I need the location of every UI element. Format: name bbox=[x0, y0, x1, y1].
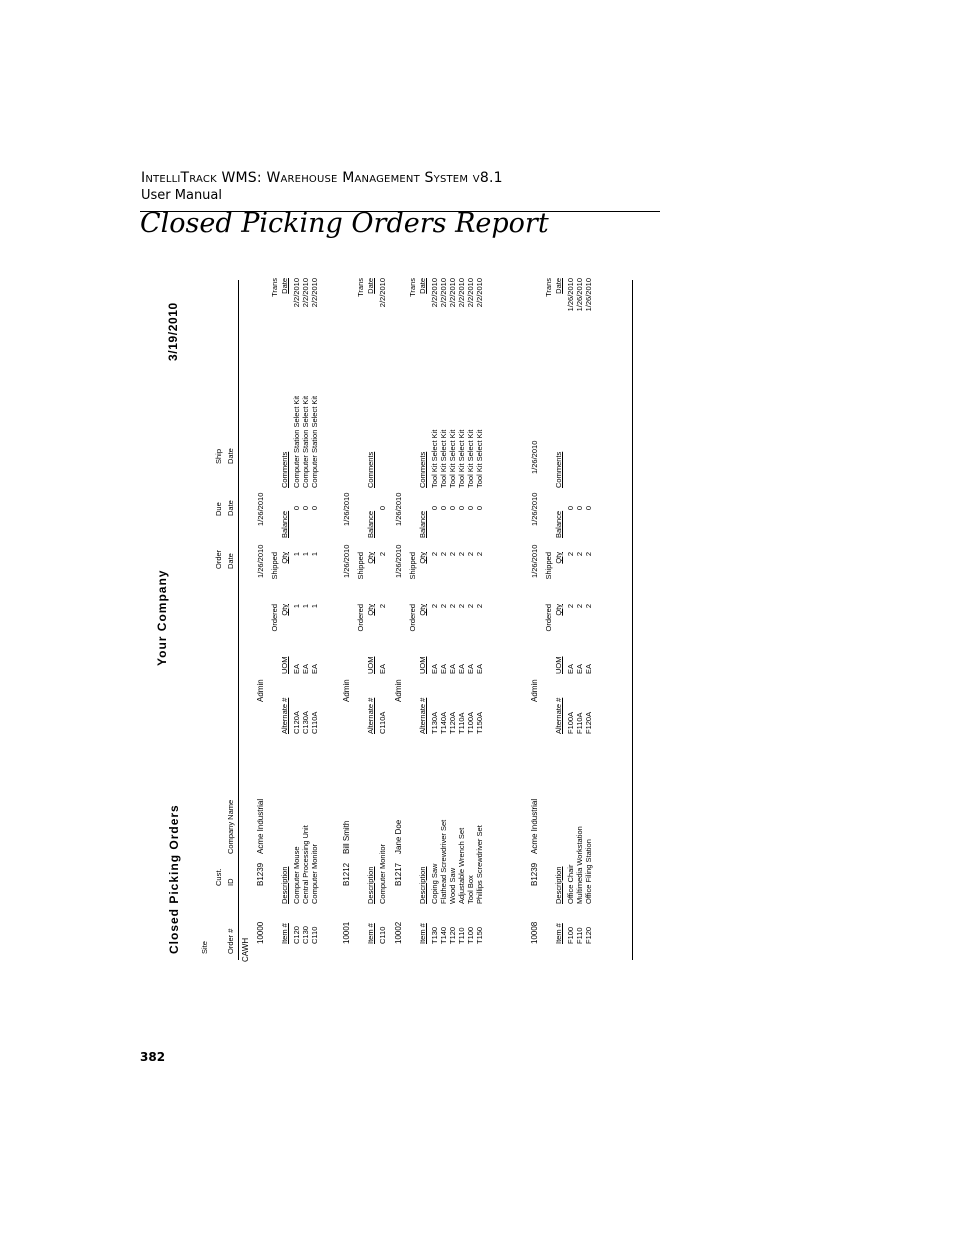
line-shipped-qty: 1 bbox=[301, 552, 310, 557]
line-ordered-qty: 2 bbox=[475, 604, 484, 609]
header-due-date-1: Due bbox=[214, 502, 223, 516]
line-balance: 0 bbox=[575, 506, 584, 511]
running-head-subtitle: User Manual bbox=[141, 188, 223, 203]
line-trans-date: 2/2/2010 bbox=[301, 278, 310, 308]
line-header-ordered-2: Qty bbox=[418, 604, 427, 616]
order-date: 1/26/2010 bbox=[342, 544, 351, 578]
order-number: 10002 bbox=[394, 921, 403, 944]
line-header-shipped-2: Qty bbox=[554, 552, 563, 564]
header-order-no: Order # bbox=[226, 928, 235, 954]
header-order-date-1: Order bbox=[214, 549, 223, 569]
header-ship-date-1: Ship bbox=[214, 448, 223, 464]
line-ordered-qty: 2 bbox=[584, 604, 593, 609]
line-shipped-qty: 2 bbox=[466, 552, 475, 557]
line-shipped-qty: 2 bbox=[575, 552, 584, 557]
line-alternate: T140A bbox=[439, 711, 448, 734]
line-alternate: T110A bbox=[457, 712, 466, 734]
line-header-shipped-1: Shipped bbox=[408, 552, 417, 580]
line-comment: Computer Station Select Kit bbox=[310, 395, 319, 488]
report-company: Your Company bbox=[155, 569, 169, 666]
line-trans-date: 1/26/2010 bbox=[566, 278, 575, 312]
line-trans-date: 2/2/2010 bbox=[475, 278, 484, 308]
line-shipped-qty: 2 bbox=[475, 552, 484, 557]
line-item-number: F110 bbox=[575, 927, 584, 944]
company-name: Acme Industrial bbox=[530, 798, 539, 854]
line-item-number: F120 bbox=[584, 926, 593, 944]
line-header-alternate: Alternate # bbox=[554, 697, 563, 734]
line-balance: 0 bbox=[584, 506, 593, 511]
line-shipped-qty: 2 bbox=[448, 552, 457, 557]
line-ordered-qty: 1 bbox=[301, 604, 310, 609]
company-name: Acme Industrial bbox=[256, 798, 265, 854]
line-ordered-qty: 2 bbox=[457, 604, 466, 609]
line-header-ordered-1: Ordered bbox=[270, 604, 279, 632]
line-description: Flathead Screwdriver Set bbox=[439, 819, 448, 904]
line-uom: EA bbox=[466, 663, 475, 674]
line-header-description: Description bbox=[418, 866, 427, 904]
line-alternate: F110A bbox=[575, 712, 584, 734]
line-header-balance: Balance bbox=[554, 510, 563, 538]
line-header-shipped-2: Qty bbox=[366, 552, 375, 564]
line-ordered-qty: 2 bbox=[566, 604, 575, 609]
line-header-trans-2: Date bbox=[418, 278, 427, 294]
header-site: Site bbox=[200, 941, 209, 954]
customer-id: B1212 bbox=[342, 862, 351, 886]
line-header-uom: UOM bbox=[280, 656, 289, 674]
line-item-number: T140 bbox=[439, 926, 448, 944]
line-item-number: C110 bbox=[378, 926, 387, 944]
line-alternate: C110A bbox=[378, 711, 387, 734]
line-balance: 0 bbox=[439, 506, 448, 511]
report-bottom-rule bbox=[632, 280, 633, 960]
line-uom: EA bbox=[301, 663, 310, 674]
report-title: Closed Picking Orders bbox=[167, 804, 181, 954]
line-header-uom: UOM bbox=[418, 656, 427, 674]
header-cust-id-1: Cust. bbox=[214, 868, 223, 886]
line-header-balance: Balance bbox=[366, 510, 375, 538]
line-shipped-qty: 1 bbox=[310, 552, 319, 557]
line-item-number: T150 bbox=[475, 926, 484, 944]
line-shipped-qty: 2 bbox=[584, 552, 593, 557]
header-rule-top bbox=[238, 280, 239, 960]
line-trans-date: 2/2/2010 bbox=[310, 278, 319, 308]
line-item-number: T100 bbox=[466, 926, 475, 944]
customer-id: B1239 bbox=[530, 862, 539, 886]
line-ordered-qty: 1 bbox=[292, 604, 301, 609]
order-date: 1/26/2010 bbox=[394, 544, 403, 578]
line-comment: Tool Kit Select Kit bbox=[439, 429, 448, 488]
line-alternate: T100A bbox=[466, 711, 475, 734]
order-user: Admin bbox=[256, 679, 265, 702]
line-ordered-qty: 2 bbox=[466, 604, 475, 609]
line-header-item: Item # bbox=[366, 923, 375, 944]
line-uom: EA bbox=[448, 663, 457, 674]
line-description: Wood Saw bbox=[448, 867, 457, 904]
line-header-alternate: Alternate # bbox=[366, 697, 375, 734]
line-trans-date: 2/2/2010 bbox=[430, 278, 439, 308]
line-alternate: C120A bbox=[292, 711, 301, 734]
line-header-shipped-1: Shipped bbox=[270, 552, 279, 580]
line-ordered-qty: 2 bbox=[439, 604, 448, 609]
line-header-ordered-2: Qty bbox=[554, 604, 563, 616]
report-date: 3/19/2010 bbox=[166, 302, 180, 361]
line-balance: 0 bbox=[301, 506, 310, 511]
line-item-number: C130 bbox=[301, 926, 310, 944]
line-uom: EA bbox=[430, 663, 439, 674]
line-description: Central Processing Unit bbox=[301, 825, 310, 904]
line-comment: Tool Kit Select Kit bbox=[457, 429, 466, 488]
line-item-number: C110 bbox=[310, 926, 319, 944]
line-header-comments: Comments bbox=[554, 451, 563, 488]
ship-date: 1/26/2010 bbox=[530, 440, 539, 474]
line-header-balance: Balance bbox=[418, 510, 427, 538]
company-name: Jane Doe bbox=[394, 819, 403, 854]
line-shipped-qty: 1 bbox=[292, 552, 301, 557]
line-header-item: Item # bbox=[280, 923, 289, 944]
line-balance: 0 bbox=[430, 506, 439, 511]
page-title: Closed Picking Orders Report bbox=[140, 208, 549, 239]
rotated-report bbox=[144, 276, 636, 964]
line-header-comments: Comments bbox=[418, 451, 427, 488]
line-header-comments: Comments bbox=[280, 451, 289, 488]
line-header-shipped-2: Qty bbox=[280, 552, 289, 564]
line-header-balance: Balance bbox=[280, 510, 289, 538]
line-ordered-qty: 2 bbox=[448, 604, 457, 609]
order-user: Admin bbox=[530, 679, 539, 702]
line-item-number: T130 bbox=[430, 926, 439, 944]
line-description: Multimedia Workstation bbox=[575, 826, 584, 904]
line-header-item: Item # bbox=[418, 923, 427, 944]
line-comment: Tool Kit Select Kit bbox=[430, 429, 439, 488]
line-description: Office Chair bbox=[566, 864, 575, 904]
line-shipped-qty: 2 bbox=[378, 552, 387, 557]
line-alternate: F100A bbox=[566, 711, 575, 734]
header-ship-date-2: Date bbox=[226, 448, 235, 464]
line-header-trans-1: Trans bbox=[544, 278, 553, 297]
order-number: 10008 bbox=[530, 921, 539, 944]
line-trans-date: 2/2/2010 bbox=[466, 278, 475, 308]
line-header-description: Description bbox=[366, 866, 375, 904]
line-header-trans-2: Date bbox=[366, 278, 375, 294]
line-shipped-qty: 2 bbox=[439, 552, 448, 557]
due-date: 1/26/2010 bbox=[256, 492, 265, 526]
line-balance: 0 bbox=[466, 506, 475, 511]
line-ordered-qty: 2 bbox=[575, 604, 584, 609]
due-date: 1/26/2010 bbox=[530, 492, 539, 526]
line-description: Computer Monitor bbox=[310, 843, 319, 904]
line-uom: EA bbox=[584, 663, 593, 674]
line-header-alternate: Alternate # bbox=[280, 697, 289, 734]
line-comment: Computer Station Select Kit bbox=[301, 395, 310, 488]
line-alternate: F120A bbox=[584, 711, 593, 734]
line-item-number: C120 bbox=[292, 926, 301, 944]
line-header-shipped-2: Qty bbox=[418, 552, 427, 564]
line-trans-date: 1/26/2010 bbox=[584, 278, 593, 312]
order-number: 10001 bbox=[342, 921, 351, 944]
line-alternate: C110A bbox=[310, 711, 319, 734]
line-header-uom: UOM bbox=[366, 656, 375, 674]
line-shipped-qty: 2 bbox=[457, 552, 466, 557]
company-name: Bill Smith bbox=[342, 820, 351, 854]
line-balance: 0 bbox=[475, 506, 484, 511]
line-header-shipped-1: Shipped bbox=[544, 552, 553, 580]
header-cust-id-2: ID bbox=[226, 878, 235, 886]
line-trans-date: 2/2/2010 bbox=[448, 278, 457, 308]
line-header-ordered-2: Qty bbox=[280, 604, 289, 616]
line-header-uom: UOM bbox=[554, 656, 563, 674]
line-header-item: Item # bbox=[554, 923, 563, 944]
line-trans-date: 2/2/2010 bbox=[292, 278, 301, 308]
due-date: 1/26/2010 bbox=[394, 492, 403, 526]
order-date: 1/26/2010 bbox=[530, 544, 539, 578]
line-uom: EA bbox=[310, 663, 319, 674]
line-trans-date: 2/2/2010 bbox=[439, 278, 448, 308]
line-balance: 0 bbox=[566, 506, 575, 511]
running-head bbox=[141, 170, 503, 204]
header-company-name: Company Name bbox=[226, 799, 235, 854]
line-alternate: T150A bbox=[475, 711, 484, 734]
line-comment: Computer Station Select Kit bbox=[292, 395, 301, 488]
line-description: Tool Box bbox=[466, 875, 475, 904]
line-shipped-qty: 2 bbox=[430, 552, 439, 557]
line-trans-date: 2/2/2010 bbox=[457, 278, 466, 308]
order-number: 10000 bbox=[256, 921, 265, 944]
line-shipped-qty: 2 bbox=[566, 552, 575, 557]
line-trans-date: 2/2/2010 bbox=[378, 278, 387, 308]
customer-id: B1217 bbox=[394, 862, 403, 886]
line-header-ordered-1: Ordered bbox=[544, 604, 553, 632]
line-balance: 0 bbox=[448, 506, 457, 511]
line-header-ordered-1: Ordered bbox=[408, 604, 417, 632]
line-description: Adjustable Wrench Set bbox=[457, 827, 466, 904]
line-description: Computer Mouse bbox=[292, 846, 301, 904]
line-comment: Tool Kit Select Kit bbox=[475, 429, 484, 488]
order-date: 1/26/2010 bbox=[256, 544, 265, 578]
line-uom: EA bbox=[575, 663, 584, 674]
page-number: 382 bbox=[140, 1050, 166, 1064]
line-header-trans-1: Trans bbox=[270, 278, 279, 297]
line-uom: EA bbox=[292, 663, 301, 674]
line-uom: EA bbox=[378, 663, 387, 674]
line-description: Office Filing Station bbox=[584, 839, 593, 904]
line-description: Phillips Screwdriver Set bbox=[475, 825, 484, 904]
line-header-alternate: Alternate # bbox=[418, 697, 427, 734]
line-description: Computer Monitor bbox=[378, 843, 387, 904]
line-trans-date: 1/26/2010 bbox=[575, 278, 584, 312]
site-value: CAWH bbox=[241, 937, 250, 962]
line-balance: 0 bbox=[457, 506, 466, 511]
line-uom: EA bbox=[475, 663, 484, 674]
line-ordered-qty: 1 bbox=[310, 604, 319, 609]
line-item-number: T110 bbox=[457, 927, 466, 944]
running-head-title: IntelliTrack WMS: Warehouse Management System v8.1 bbox=[141, 170, 503, 186]
line-item-number: T120 bbox=[448, 926, 457, 944]
line-header-ordered-1: Ordered bbox=[356, 604, 365, 632]
header-due-date-2: Date bbox=[226, 500, 235, 516]
line-description: Coping Saw bbox=[430, 863, 439, 904]
line-header-trans-1: Trans bbox=[408, 278, 417, 297]
line-alternate: T130A bbox=[430, 711, 439, 734]
line-header-trans-2: Date bbox=[280, 278, 289, 294]
customer-id: B1239 bbox=[256, 862, 265, 886]
line-header-description: Description bbox=[554, 866, 563, 904]
line-header-trans-2: Date bbox=[554, 278, 563, 294]
line-header-trans-1: Trans bbox=[356, 278, 365, 297]
line-comment: Tool Kit Select Kit bbox=[448, 429, 457, 488]
line-uom: EA bbox=[457, 663, 466, 674]
line-uom: EA bbox=[566, 663, 575, 674]
line-ordered-qty: 2 bbox=[430, 604, 439, 609]
header-order-date-2: Date bbox=[226, 553, 235, 569]
line-comment: Tool Kit Select Kit bbox=[466, 429, 475, 488]
line-header-description: Description bbox=[280, 866, 289, 904]
line-balance: 0 bbox=[310, 506, 319, 511]
line-uom: EA bbox=[439, 663, 448, 674]
line-header-shipped-1: Shipped bbox=[356, 552, 365, 580]
line-item-number: F100 bbox=[566, 926, 575, 944]
line-alternate: T120A bbox=[448, 711, 457, 734]
line-ordered-qty: 2 bbox=[378, 604, 387, 609]
line-balance: 0 bbox=[292, 506, 301, 511]
due-date: 1/26/2010 bbox=[342, 492, 351, 526]
line-header-comments: Comments bbox=[366, 451, 375, 488]
line-header-ordered-2: Qty bbox=[366, 604, 375, 616]
order-user: Admin bbox=[394, 679, 403, 702]
report-figure bbox=[144, 276, 636, 964]
line-alternate: C130A bbox=[301, 711, 310, 734]
order-user: Admin bbox=[342, 679, 351, 702]
line-balance: 0 bbox=[378, 506, 387, 511]
